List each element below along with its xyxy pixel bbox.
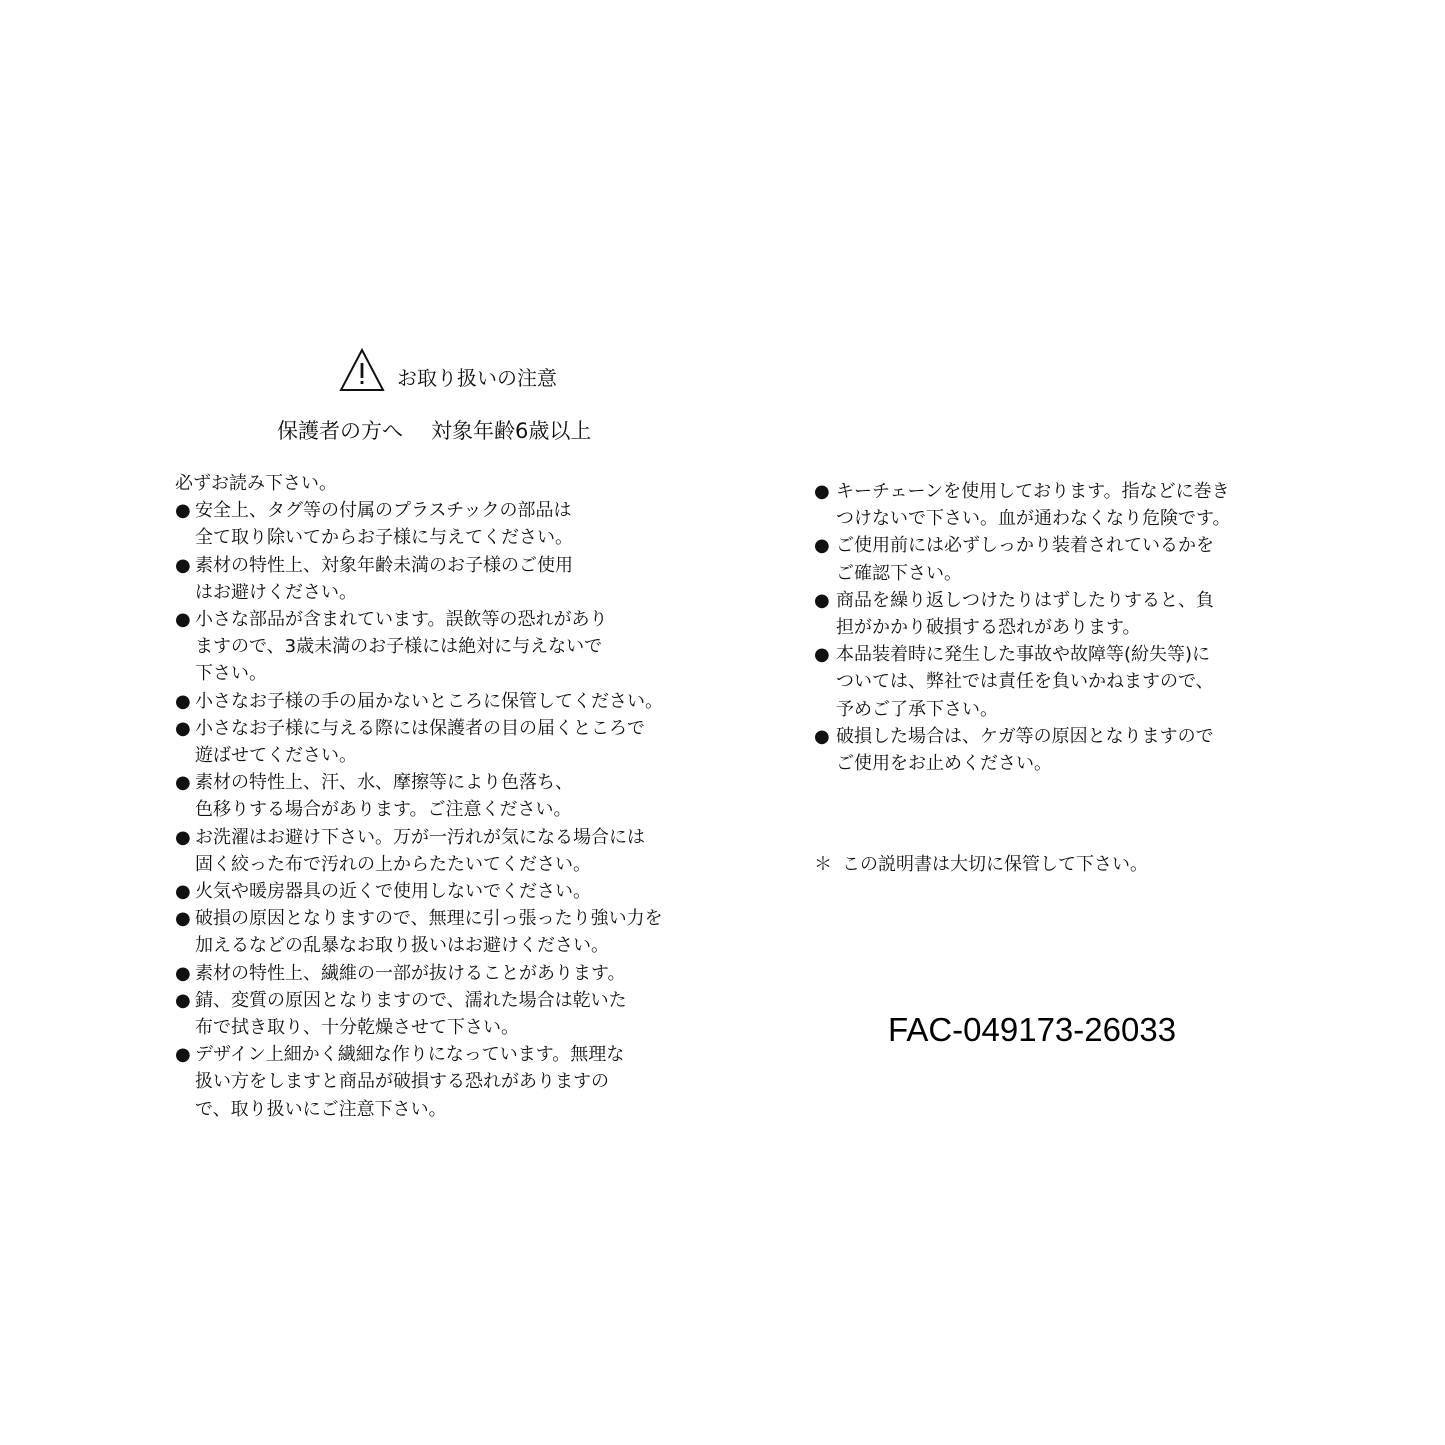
keep-instructions-footnote	[814, 851, 1148, 878]
audience-label: 保護者の方へ	[277, 419, 403, 443]
right-notes-list	[814, 478, 1294, 777]
caution-text-line: 全て取り除いてからお子様に与えてください。	[195, 527, 573, 549]
bullet-icon: ●	[175, 826, 191, 848]
asterisk-mark: ＊	[814, 854, 832, 875]
caution-text-line: 担がかかり破損する恐れがあります。	[836, 617, 1141, 639]
caution-text-line: 小さなお子様の手の届かないところに保管してください。	[195, 690, 663, 712]
caution-item	[175, 824, 735, 878]
caution-text-line: デザイン上細かく繊細な作りになっています。無理な	[195, 1044, 625, 1066]
caution-text-line: 扱い方をしますと商品が破損する恐れがありますの	[195, 1071, 609, 1093]
right-notes-column	[814, 478, 1294, 777]
bullet-icon: ●	[175, 1044, 191, 1066]
caution-text-line: ご確認下さい。	[836, 562, 962, 584]
bullet-icon: ●	[175, 554, 191, 576]
caution-item	[814, 587, 1294, 641]
caution-item	[175, 987, 735, 1041]
caution-item	[175, 1041, 735, 1123]
bullet-icon: ●	[814, 481, 830, 502]
target-age-label: 対象年齢6歳以上	[431, 419, 592, 443]
caution-text-line: ご使用をお止めください。	[836, 753, 1052, 775]
caution-item	[175, 878, 735, 905]
caution-item	[175, 769, 735, 823]
bullet-icon: ●	[175, 717, 191, 739]
caution-text-line: 遊ばせてください。	[195, 745, 357, 767]
caution-text-line: 素材の特性上、繊維の一部が抜けることがあります。	[195, 962, 626, 984]
caution-text-line: 小さなお子様に与える際には保護者の目の届くところで	[195, 717, 645, 739]
caution-text-line: 布で拭き取り、十分乾燥させて下さい。	[195, 1017, 519, 1039]
caution-text-line: キーチェーンを使用しております。指などに巻き	[836, 481, 1230, 502]
guardian-subtitle	[277, 416, 591, 446]
caution-text-line: ますので、3歳未満のお子様には絶対に与えないで	[195, 636, 603, 658]
caution-text-line: 固く絞った布で汚れの上からたたいてください。	[195, 853, 591, 875]
caution-item	[175, 552, 735, 606]
caution-item	[814, 641, 1294, 723]
bullet-icon: ●	[175, 881, 191, 903]
bullet-icon: ●	[814, 644, 830, 666]
caution-text-line: 素材の特性上、汗、水、摩擦等により色落ち、	[195, 772, 573, 794]
left-notes-column	[175, 470, 735, 1123]
caution-item	[175, 688, 735, 715]
caution-item	[175, 497, 735, 551]
bullet-icon: ●	[175, 989, 191, 1011]
bullet-icon: ●	[814, 535, 830, 557]
caution-text-line: ついては、弊社では責任を負いかねますので、	[836, 671, 1214, 693]
caution-text-line: 小さな部品が含まれています。誤飲等の恐れがあり	[195, 609, 608, 631]
caution-text-line: お洗濯はお避け下さい。万が一汚れが気になる場合には	[195, 826, 645, 848]
caution-text-line: つけないで下さい。血が通わなくなり危険です。	[836, 508, 1231, 530]
caution-item	[814, 532, 1294, 586]
caution-item	[814, 478, 1294, 532]
caution-text-line: 予めご了承下さい。	[836, 698, 998, 720]
caution-text-line: 加えるなどの乱暴なお取り扱いはお避けください。	[195, 935, 609, 957]
bullet-icon: ●	[175, 772, 191, 794]
left-notes-list	[175, 497, 735, 1123]
bullet-icon: ●	[175, 609, 191, 631]
product-code: FAC-049173-26033	[888, 1011, 1177, 1048]
caution-text-line: 色移りする場合があります。ご注意ください。	[195, 799, 572, 821]
caution-text-line: 火気や暖房器具の近くで使用しないでください。	[195, 881, 591, 903]
caution-text-line: 本品装着時に発生した事故や故障等(紛失等)に	[836, 644, 1211, 666]
caution-text-line: 商品を繰り返しつけたりはずしたりすると、負	[836, 589, 1214, 611]
caution-text-line: ご使用前には必ずしっかり装着されているかを	[836, 535, 1214, 557]
caution-item	[175, 905, 735, 959]
caution-text-line: 破損した場合は、ケガ等の原因となりますので	[836, 725, 1214, 747]
caution-item	[175, 960, 735, 987]
caution-text-line: で、取り扱いにご注意下さい。	[195, 1098, 447, 1120]
warning-triangle-icon	[339, 348, 385, 392]
caution-text-line: 素材の特性上、対象年齢未満のお子様のご使用	[195, 554, 573, 576]
notice-header	[0, 346, 1445, 396]
footnote-text: この説明書は大切に保管して下さい。	[842, 854, 1148, 875]
bullet-icon: ●	[175, 908, 191, 930]
caution-item	[175, 606, 735, 688]
caution-text-line: 錆、変質の原因となりますので、濡れた場合は乾いた	[195, 989, 627, 1011]
caution-text-line: 下さい。	[195, 663, 267, 685]
caution-text-line: 破損の原因となりますので、無理に引っ張ったり強い力を	[195, 908, 663, 930]
caution-item	[175, 715, 735, 769]
bullet-icon: ●	[175, 690, 191, 712]
bullet-icon: ●	[814, 725, 830, 747]
bullet-icon: ●	[175, 962, 191, 984]
read-first-label: 必ずお読み下さい。	[175, 473, 337, 494]
caution-text-line: はお避けください。	[195, 581, 357, 603]
bullet-icon: ●	[814, 589, 830, 611]
caution-item	[814, 723, 1294, 777]
caution-text-line: 安全上、タグ等の付属のプラスチックの部品は	[195, 500, 572, 522]
notice-title: お取り扱いの注意	[397, 366, 557, 390]
bullet-icon: ●	[175, 500, 191, 522]
